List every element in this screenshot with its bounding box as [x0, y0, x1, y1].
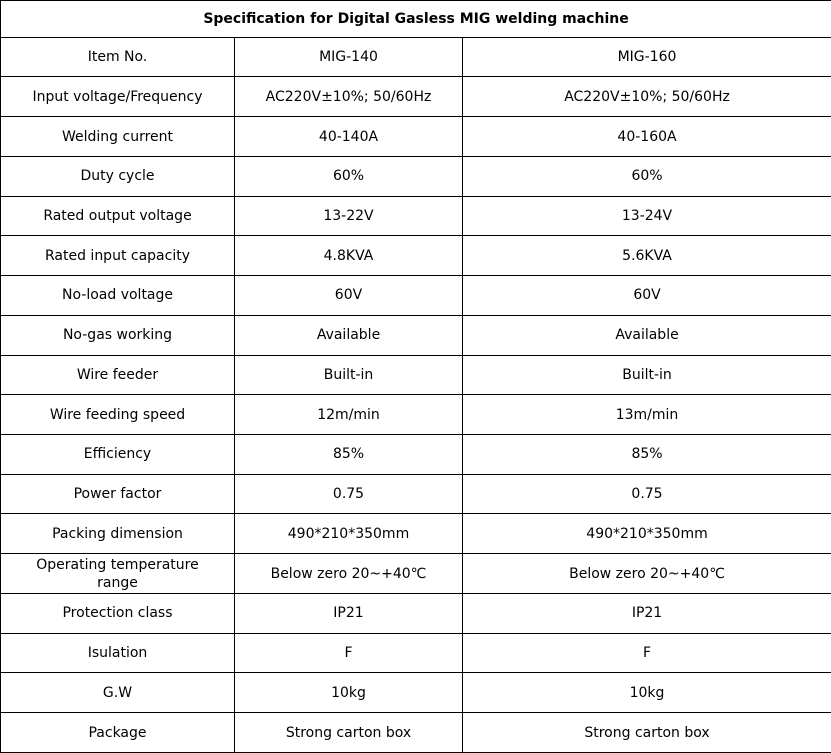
table-row — [1, 554, 831, 594]
row-label: Input voltage/Frequency — [1, 77, 235, 117]
mig-160-value: F — [463, 633, 831, 673]
mig-160-value: AC220V±10%; 50/60Hz — [463, 77, 831, 117]
table-row — [1, 514, 831, 554]
table-row — [1, 633, 831, 673]
row-label: No-load voltage — [1, 276, 235, 316]
mig-140-value: 10kg — [235, 673, 463, 713]
table-title: Specification for Digital Gasless MIG welding machine — [1, 1, 831, 38]
mig-160-value: Strong carton box — [463, 713, 831, 753]
row-label: Efficiency — [1, 435, 235, 475]
row-label: Item No. — [1, 37, 235, 77]
table-row — [1, 713, 831, 753]
mig-140-value: F — [235, 633, 463, 673]
table-row — [1, 593, 831, 633]
mig-160-value: 5.6KVA — [463, 236, 831, 276]
mig-140-value: Strong carton box — [235, 713, 463, 753]
mig-140-value: Available — [235, 315, 463, 355]
mig-160-value: 13-24V — [463, 196, 831, 236]
mig-140-value: Built-in — [235, 355, 463, 395]
row-label: Welding current — [1, 117, 235, 157]
row-label: Packing dimension — [1, 514, 235, 554]
table-row — [1, 77, 831, 117]
mig-160-value: 13m/min — [463, 395, 831, 435]
spec-table-body — [1, 1, 831, 753]
table-row — [1, 236, 831, 276]
table-row — [1, 673, 831, 713]
mig-160-value: Built-in — [463, 355, 831, 395]
mig-160-value: Below zero 20~+40℃ — [463, 554, 831, 594]
mig-160-value: Available — [463, 315, 831, 355]
title-row — [1, 1, 831, 38]
table-row — [1, 474, 831, 514]
mig-160-value: 10kg — [463, 673, 831, 713]
mig-160-value: 0.75 — [463, 474, 831, 514]
mig-140-value: 490*210*350mm — [235, 514, 463, 554]
row-label: Operating temperature range — [1, 554, 235, 594]
row-label: Rated input capacity — [1, 236, 235, 276]
row-label: Wire feeding speed — [1, 395, 235, 435]
mig-140-value: AC220V±10%; 50/60Hz — [235, 77, 463, 117]
row-label: G.W — [1, 673, 235, 713]
mig-140-value: IP21 — [235, 593, 463, 633]
mig-160-value: IP21 — [463, 593, 831, 633]
mig-160-value: 40-160A — [463, 117, 831, 157]
table-row — [1, 37, 831, 77]
row-label: Duty cycle — [1, 156, 235, 196]
table-row — [1, 355, 831, 395]
mig-160-value: 60V — [463, 276, 831, 316]
table-row — [1, 196, 831, 236]
mig-140-value: 0.75 — [235, 474, 463, 514]
mig-140-value: 40-140A — [235, 117, 463, 157]
mig-160-value: 85% — [463, 435, 831, 475]
mig-140-value: 13-22V — [235, 196, 463, 236]
mig-140-value: Below zero 20~+40℃ — [235, 554, 463, 594]
mig-140-value: 60% — [235, 156, 463, 196]
row-label: Package — [1, 713, 235, 753]
row-label: Isulation — [1, 633, 235, 673]
mig-140-value: 12m/min — [235, 395, 463, 435]
table-row — [1, 276, 831, 316]
row-label: No-gas working — [1, 315, 235, 355]
mig-160-value: 490*210*350mm — [463, 514, 831, 554]
mig-140-value: 4.8KVA — [235, 236, 463, 276]
mig-160-value: MIG-160 — [463, 37, 831, 77]
table-row — [1, 315, 831, 355]
table-row — [1, 395, 831, 435]
table-row — [1, 117, 831, 157]
row-label: Wire feeder — [1, 355, 235, 395]
mig-140-value: MIG-140 — [235, 37, 463, 77]
mig-140-value: 60V — [235, 276, 463, 316]
row-label: Power factor — [1, 474, 235, 514]
table-row — [1, 435, 831, 475]
mig-140-value: 85% — [235, 435, 463, 475]
mig-160-value: 60% — [463, 156, 831, 196]
table-row — [1, 156, 831, 196]
row-label: Rated output voltage — [1, 196, 235, 236]
row-label: Protection class — [1, 593, 235, 633]
